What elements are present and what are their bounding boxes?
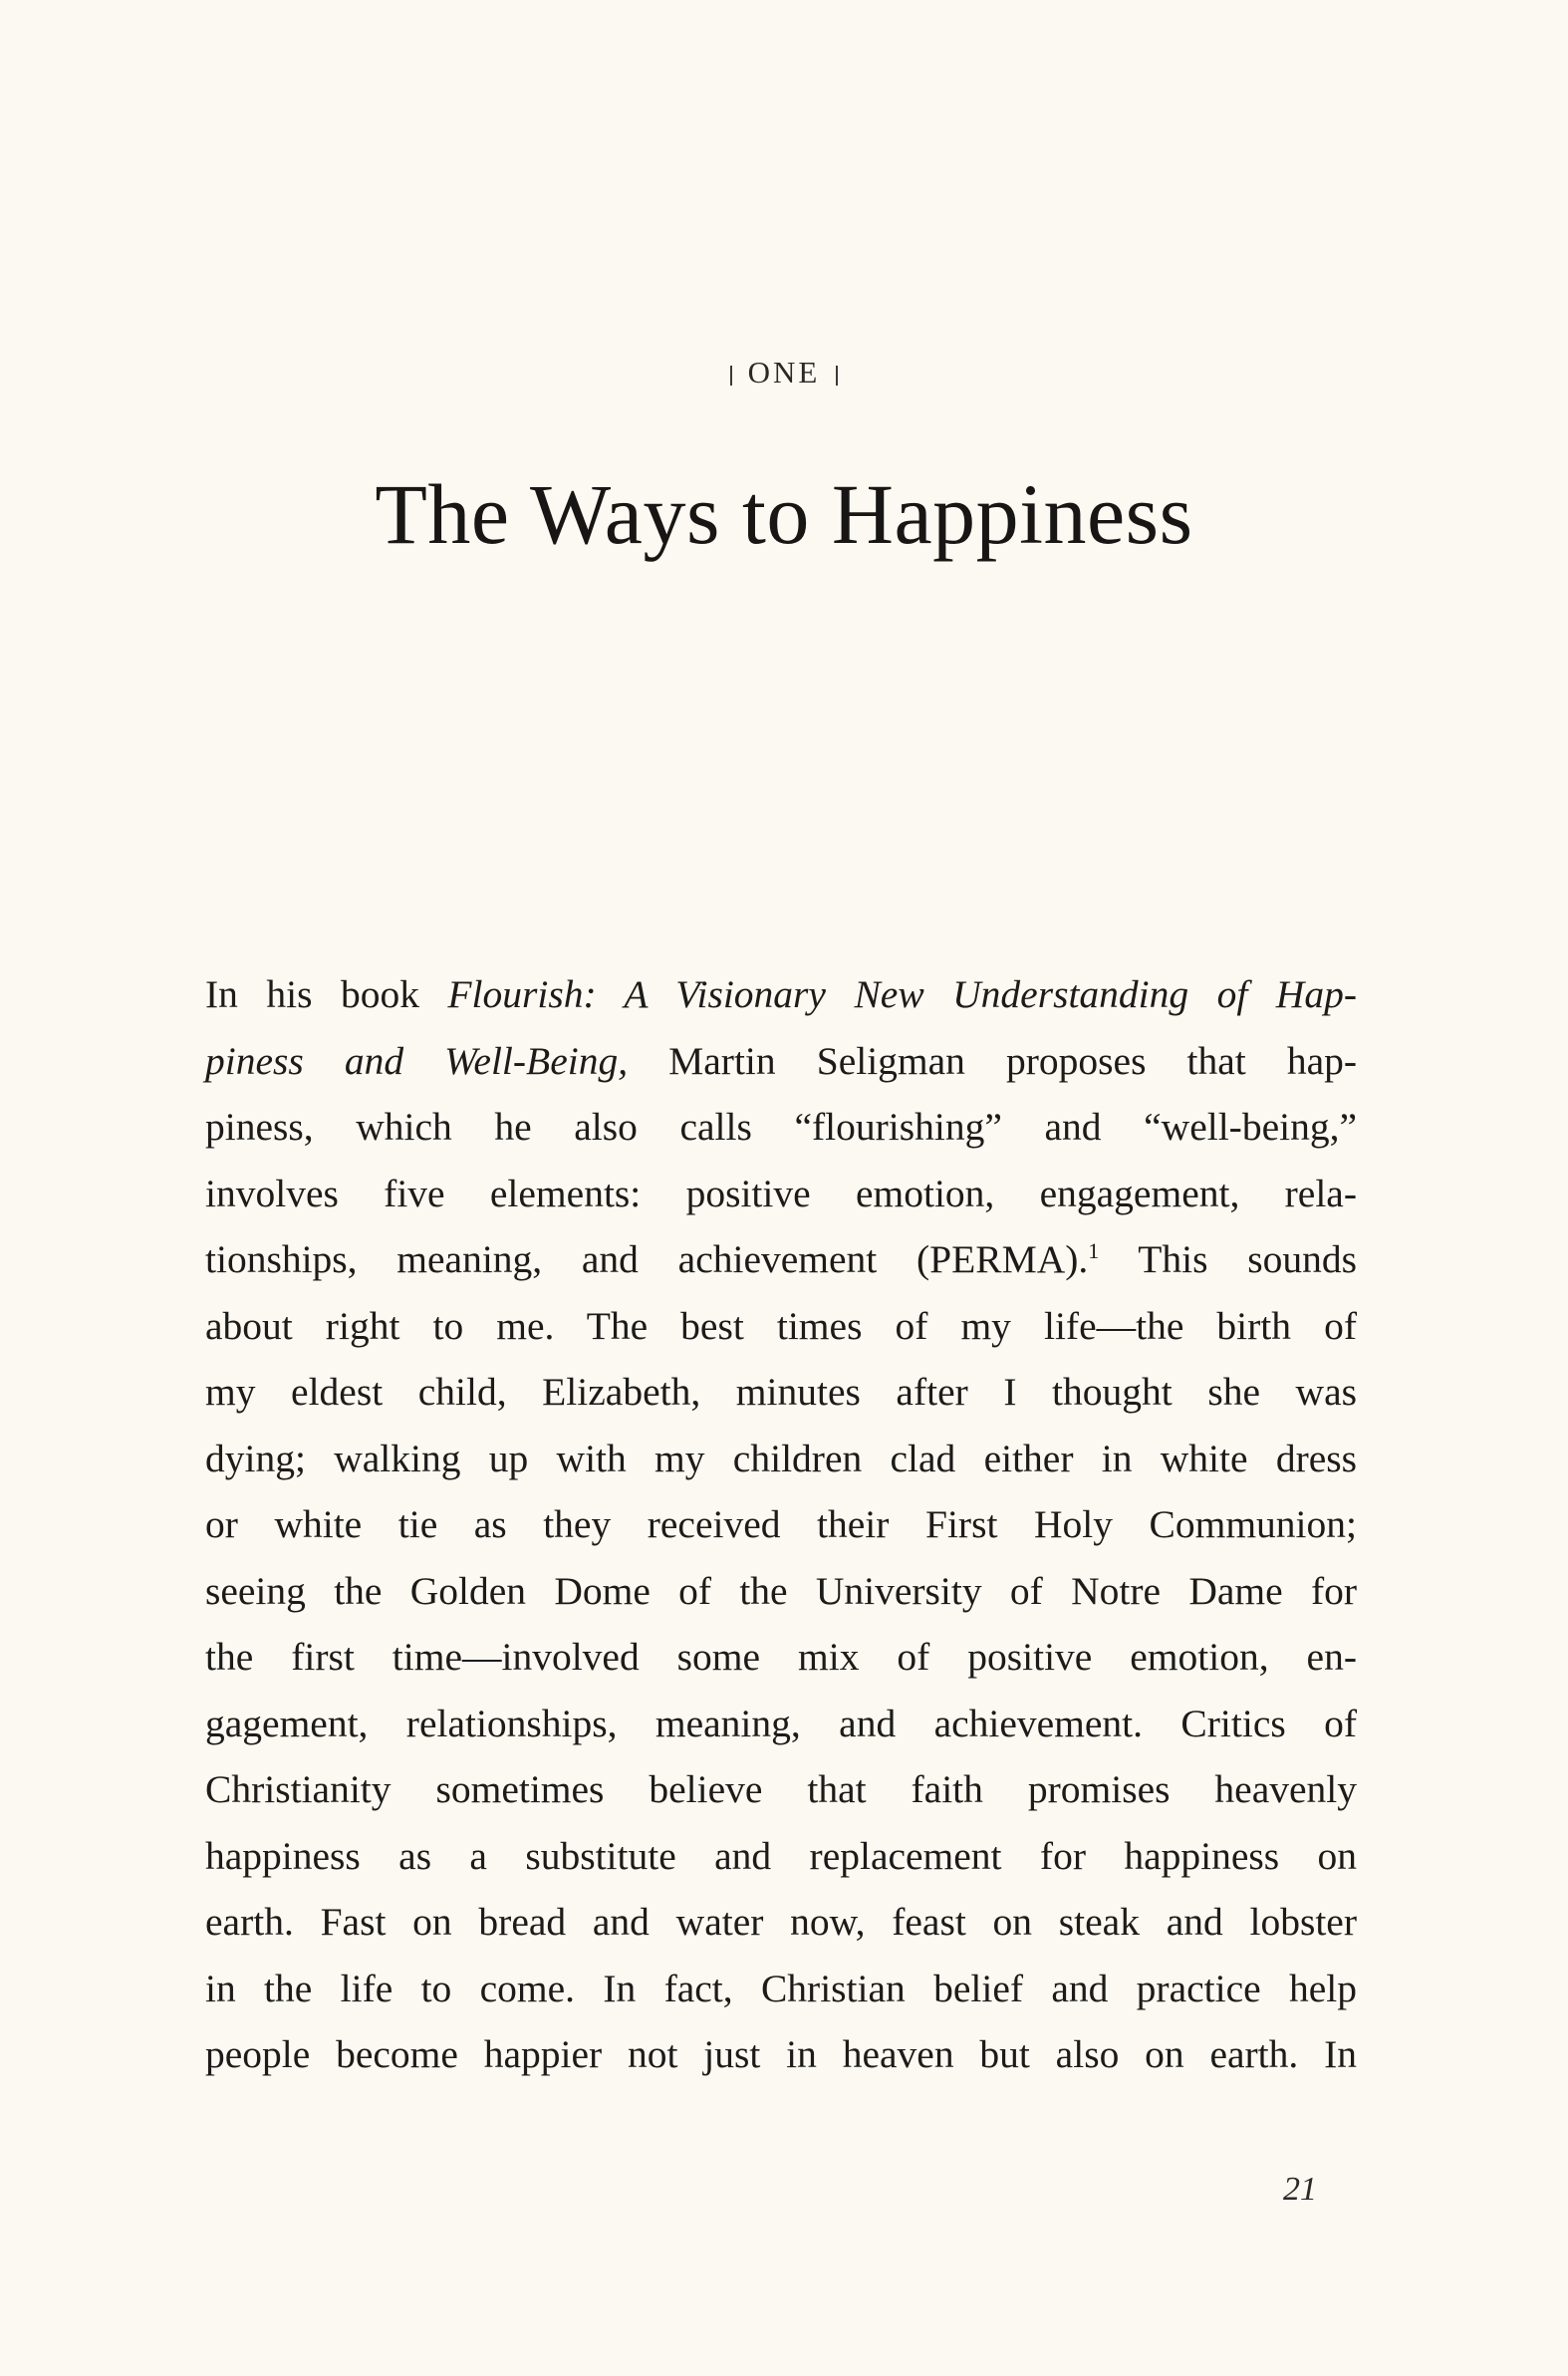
text-line: happiness as a substitute and replacement for happiness on (205, 1833, 1357, 1878)
text-line: about right to me. The best times of my life—the birth of (205, 1303, 1357, 1348)
page-number: 21 (1283, 2171, 1317, 2208)
text-line: involves five elements: positive emotion, engagement, rela- (205, 1171, 1357, 1215)
chapter-label (0, 355, 1568, 391)
ornament-left (730, 366, 732, 386)
text-line: piness, which he also calls “flourishing” and “well-being,” (205, 1105, 1357, 1149)
chapter-title: The Ways to Happiness (375, 466, 1193, 562)
text-line: tionships, meaning, and achievement (PERMA).$^1$ This sounds (205, 1237, 1357, 1281)
body-paragraph (205, 961, 1357, 2088)
text-line: piness and Well-Being, Martin Seligman proposes that hap- (205, 1038, 1358, 1083)
footnote-marker: 1 (1088, 1238, 1100, 1263)
text-line: or white tie as they received their First Holy Communion; (205, 1502, 1357, 1546)
text-line: people become happier not just in heaven but also on earth. In (205, 2032, 1357, 2076)
text-line: my eldest child, Elizabeth, minutes after I thought she was (205, 1370, 1357, 1414)
ornament-right (836, 366, 838, 386)
text-line: earth. Fast on bread and water now, feast on steak and lobster (205, 1900, 1357, 1944)
book-title: piness and Well-Being, (205, 1038, 629, 1083)
text-line: Christianity sometimes believe that faith promises heavenly (205, 1767, 1357, 1811)
chapter-number: ONE (747, 355, 821, 390)
text-line: seeing the Golden Dome of the University of Notre Dame for (205, 1568, 1357, 1613)
text-line: gagement, relationships, meaning, and achievement. Critics of (205, 1701, 1357, 1745)
book-title: Flourish: A Visionary New Understanding of Hap- (447, 972, 1357, 1016)
text-line: in the life to come. In fact, Christian belief and practice help (205, 1966, 1357, 2010)
text-line: the first time—involved some mix of positive emotion, en- (205, 1635, 1357, 1679)
text-line: dying; walking up with my children clad either in white dress (205, 1436, 1357, 1480)
text-line: In his book Flourish: A Visionary New Understanding of Hap- (205, 972, 1357, 1016)
